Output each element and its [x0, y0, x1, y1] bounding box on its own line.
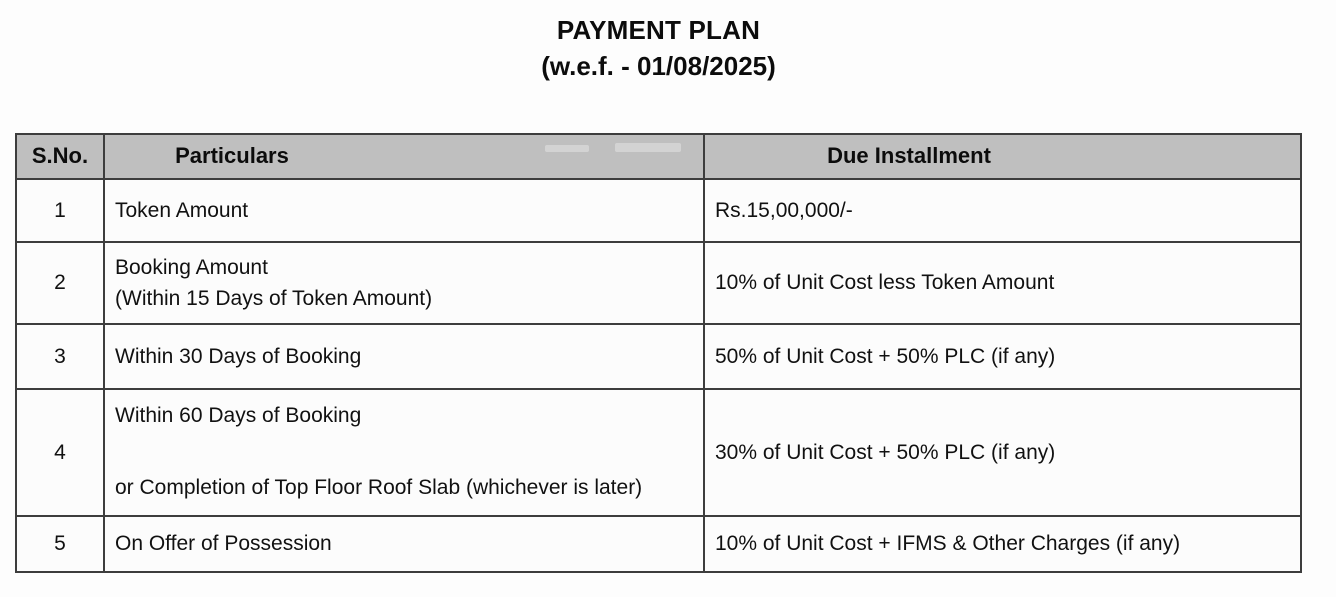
particulars-cell [105, 325, 705, 388]
sno-cell: 4 [17, 390, 105, 515]
sno-cell: 1 [17, 180, 105, 241]
particulars-cell [105, 243, 705, 323]
table-header-row [17, 135, 1300, 180]
page-title: PAYMENT PLAN [556, 15, 761, 45]
sno-cell: 5 [17, 517, 105, 571]
sno-cell: 3 [17, 325, 105, 388]
title-block [15, 14, 1302, 86]
header-sno-label: S.No. [31, 143, 89, 169]
due-cell: 10% of Unit Cost + IFMS & Other Charges (if any) [715, 532, 1181, 556]
header-sno [17, 135, 105, 178]
particulars-cell [105, 390, 705, 515]
table-row [17, 325, 1300, 390]
particulars-text: or Completion of Top Floor Roof Slab (whichever is later) [115, 475, 643, 499]
table-row [17, 180, 1300, 243]
particulars-cell [105, 180, 705, 241]
particulars-cell [105, 517, 705, 571]
table-row [17, 517, 1300, 571]
header-due-installment-label: Due Installment [827, 143, 991, 169]
particulars-text: Within 30 Days of Booking [115, 344, 362, 368]
due-cell: 30% of Unit Cost + 50% PLC (if any) [715, 440, 1056, 464]
page-subtitle: (w.e.f. - 01/08/2025) [541, 51, 776, 81]
table-row [17, 390, 1300, 517]
particulars-text: Booking Amount [115, 255, 268, 279]
payment-plan-table [15, 133, 1302, 573]
due-cell: 10% of Unit Cost less Token Amount [715, 271, 1055, 295]
particulars-text: Token Amount [115, 198, 249, 222]
particulars-text: On Offer of Possession [115, 532, 332, 556]
header-particulars [105, 135, 705, 178]
due-cell: 50% of Unit Cost + 50% PLC (if any) [715, 344, 1056, 368]
header-due-installment [705, 135, 1300, 178]
particulars-text: Within 60 Days of Booking [115, 404, 362, 427]
due-cell: Rs.15,00,000/- [715, 198, 853, 222]
table-row [17, 243, 1300, 325]
sno-cell: 2 [17, 243, 105, 323]
header-particulars-label: Particulars [175, 143, 289, 169]
particulars-text: (Within 15 Days of Token Amount) [115, 287, 433, 310]
